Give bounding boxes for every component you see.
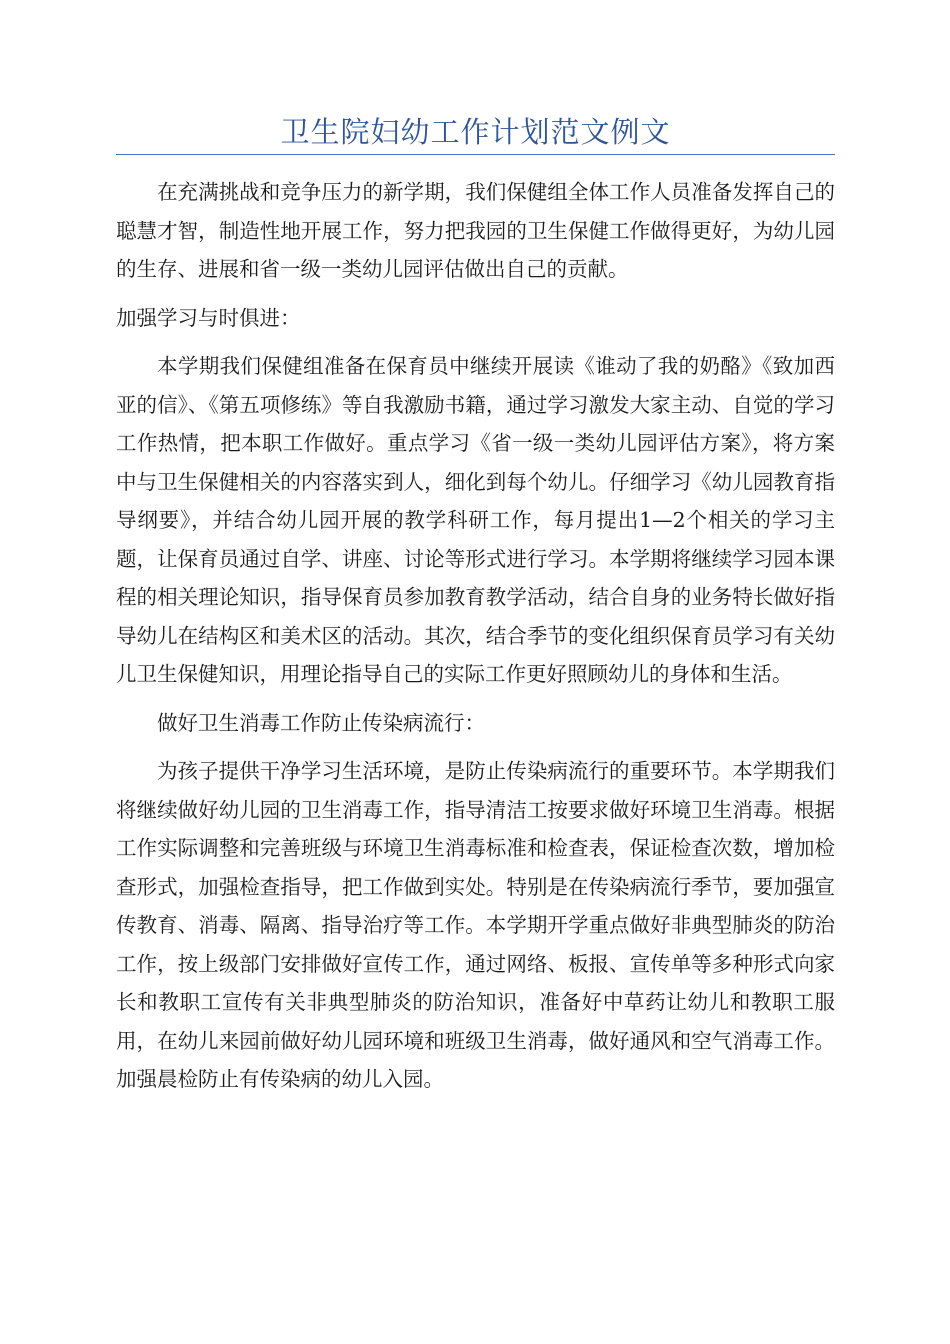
study-paragraph: 本学期我们保健组准备在保育员中继续开展读《谁动了我的奶酪》《致加西亚的信》、《第五项修练》等自我激励书籍，通过学习激发大家主动、自觉的学习工作热情，把本职工作做好。重点学习《省一级一类幼儿园评估方案》，将方案中与卫生保健相关的内容落实到人，细化到每个幼儿。仔细学习《幼儿园教育指导纲要》，并结合幼儿园开展的教学科研工作，每月提出1—2个相关的学习主题，让保育员通过自学、讲座、讨论等形式进行学习。本学期将继续学习园本课程的相关理论知识，指导保育员参加教育教学活动，结合自身的业务特长做好指导幼儿在结构区和美术区的活动。其次，结合季节的变化组织保育员学习有关幼儿卫生保健知识，用理论指导自己的实际工作更好照顾幼儿的身体和生活。 bbox=[116, 354, 835, 686]
intro-paragraph: 在充满挑战和竞争压力的新学期，我们保健组全体工作人员准备发挥自己的聪慧才智，制造性地开展工作，努力把我园的卫生保健工作做得更好，为幼儿园的生存、进展和省一级一类幼儿园评估做出自己的贡献。 bbox=[116, 180, 835, 281]
section-heading-disinfection: 做好卫生消毒工作防止传染病流行： bbox=[157, 710, 485, 735]
section-heading-study: 加强学习与时俱进： bbox=[116, 305, 301, 330]
document-body bbox=[116, 173, 835, 1099]
document-title: 卫生院妇幼工作计划范文例文 bbox=[280, 115, 671, 149]
title-underline bbox=[116, 154, 835, 155]
disinfection-paragraph: 为孩子提供干净学习生活环境，是防止传染病流行的重要环节。本学期我们将继续做好幼儿园的卫生消毒工作，指导清洁工按要求做好环境卫生消毒。根据工作实际调整和完善班级与环境卫生消毒标准和检查表，保证检查次数，增加检查形式，加强检查指导，把工作做到实处。特别是在传染病流行季节，要加强宣传教育、消毒、隔离、指导治疗等工作。本学期开学重点做好非典型肺炎的防治工作，按上级部门安排做好宣传工作，通过网络、板报、宣传单等多种形式向家长和教职工宣传有关非典型肺炎的防治知识，准备好中草药让幼儿和教职工服用，在幼儿来园前做好幼儿园环境和班级卫生消毒，做好通风和空气消毒工作。加强晨检防止有传染病的幼儿入园。 bbox=[116, 759, 835, 1091]
